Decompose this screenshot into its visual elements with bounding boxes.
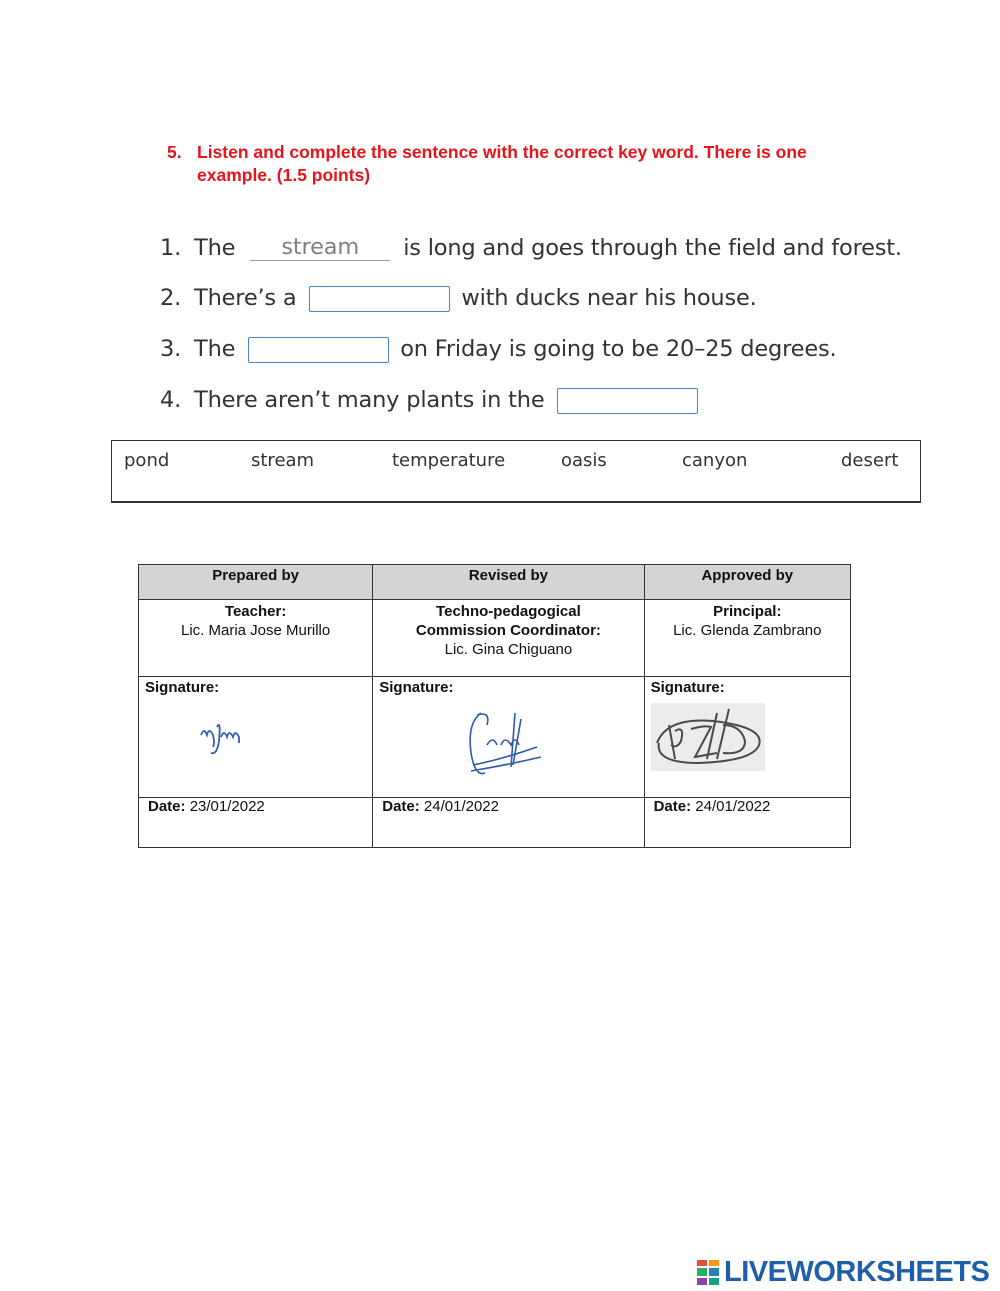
exercise-instruction bbox=[167, 141, 867, 187]
signature-cell-teacher bbox=[139, 677, 373, 798]
signature-image-coordinator bbox=[463, 705, 553, 780]
role-title: Techno-pedagogical Commission Coordinator: bbox=[415, 603, 601, 639]
sentence-2 bbox=[160, 284, 757, 312]
date-cell-coordinator bbox=[373, 798, 644, 848]
word-bank-item: pond bbox=[124, 450, 170, 471]
sentence-text-before: There’s a bbox=[194, 284, 297, 311]
sentence-text-before: The bbox=[194, 234, 236, 261]
sentence-3 bbox=[160, 335, 836, 363]
liveworksheets-logo bbox=[697, 1256, 989, 1289]
sentence-text-after: is long and goes through the field and forest. bbox=[403, 234, 902, 261]
word-bank-item: canyon bbox=[682, 450, 748, 471]
sentence-4 bbox=[160, 386, 702, 414]
sentence-1 bbox=[160, 234, 902, 261]
sentence-text-after: on Friday is going to be 20–25 degrees. bbox=[400, 335, 837, 362]
liveworksheets-logo-text: LIVEWORKSHEETS bbox=[724, 1256, 990, 1288]
sentence-number: 3. bbox=[160, 335, 182, 362]
role-cell-principal bbox=[644, 600, 850, 677]
example-answer: stream bbox=[250, 234, 390, 261]
answer-input-2[interactable] bbox=[309, 286, 450, 312]
answer-input-4[interactable] bbox=[557, 388, 698, 414]
word-bank-item: stream bbox=[251, 450, 315, 471]
role-name: Lic. Glenda Zambrano bbox=[673, 622, 822, 639]
role-title: Teacher: bbox=[224, 603, 287, 620]
signature-label: Signature: bbox=[145, 679, 220, 696]
sentence-number: 2. bbox=[160, 284, 182, 311]
sentence-text-after: with ducks near his house. bbox=[461, 284, 757, 311]
answer-input-3[interactable] bbox=[248, 337, 389, 363]
header-revised-by: Revised by bbox=[373, 565, 644, 600]
word-bank-item: temperature bbox=[392, 450, 506, 471]
signature-image-teacher bbox=[197, 713, 267, 763]
exercise-number: 5. bbox=[167, 142, 182, 162]
sentence-number: 4. bbox=[160, 386, 182, 413]
sentence-number: 1. bbox=[160, 234, 182, 261]
signature-cell-coordinator bbox=[373, 677, 644, 798]
date-label: Date: bbox=[148, 798, 186, 815]
signature-label: Signature: bbox=[379, 679, 454, 696]
date-value: 24/01/2022 bbox=[423, 798, 499, 815]
date-cell-principal bbox=[644, 798, 850, 848]
word-bank-item: oasis bbox=[561, 450, 607, 471]
header-prepared-by: Prepared by bbox=[139, 565, 373, 600]
role-cell-coordinator bbox=[373, 600, 644, 677]
signature-cell-principal bbox=[644, 677, 850, 798]
date-cell-teacher bbox=[139, 798, 373, 848]
signature-label: Signature: bbox=[650, 679, 725, 696]
word-bank-item: desert bbox=[841, 450, 899, 471]
role-cell-teacher bbox=[139, 600, 373, 677]
liveworksheets-logo-icon bbox=[697, 1260, 721, 1286]
sentence-text-before: There aren’t many plants in the bbox=[194, 386, 545, 413]
sentence-text-before: The bbox=[194, 335, 236, 362]
role-name: Lic. Maria Jose Murillo bbox=[181, 622, 331, 639]
signature-table bbox=[138, 564, 851, 848]
instruction-text: Listen and complete the sentence with the correct key word. There is one example. (1.5 points) bbox=[197, 142, 807, 185]
date-label: Date: bbox=[382, 798, 420, 815]
signature-image-principal bbox=[651, 703, 765, 773]
date-value: 23/01/2022 bbox=[189, 798, 265, 815]
header-approved-by: Approved by bbox=[644, 565, 850, 600]
date-label: Date: bbox=[653, 798, 692, 815]
role-name: Lic. Gina Chiguano bbox=[444, 641, 573, 658]
role-title: Principal: bbox=[713, 603, 782, 620]
word-bank bbox=[111, 440, 921, 503]
date-value: 24/01/2022 bbox=[695, 798, 771, 815]
